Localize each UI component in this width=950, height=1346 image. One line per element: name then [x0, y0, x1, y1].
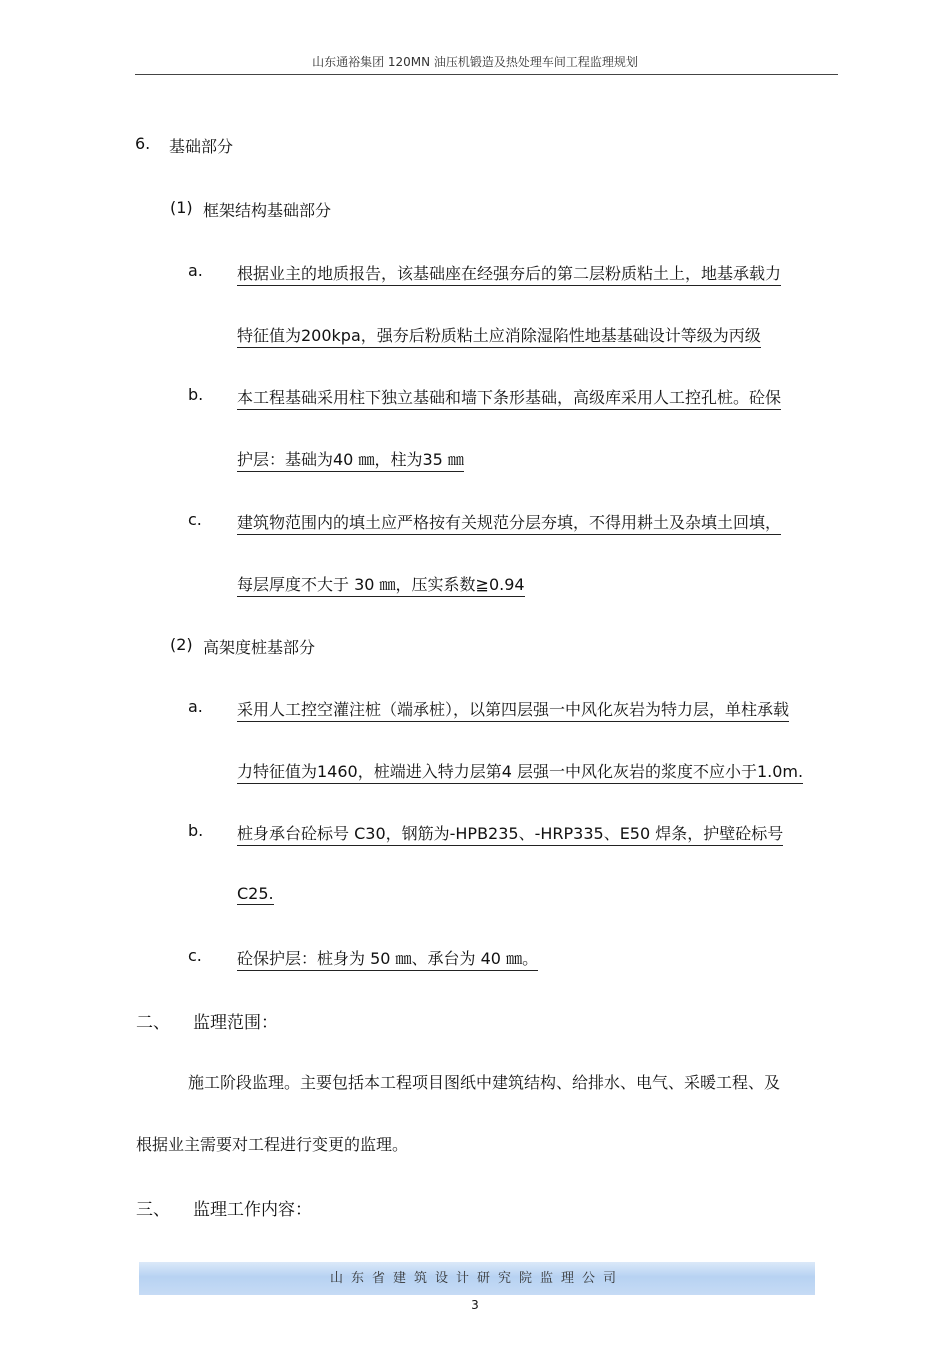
sub2-item-b-line1: 桩身承台砼标号 C30，钢筋为-HPB235、-HRP335、E50 焊条，护壁砼标号 — [237, 821, 783, 846]
sub1-item-c-marker: c. — [188, 510, 202, 529]
sub2-title: 高架度桩基部分 — [203, 638, 316, 657]
sub1-item-a-line1: 根据业主的地质报告，该基础座在经强夯后的第二层粉质粘土上，地基承载力 — [237, 261, 781, 286]
sub2-item-c-line1: 砼保护层：桩身为 50 ㎜、承台为 40 ㎜。 — [237, 946, 538, 971]
section-2-paragraph-line1: 施工阶段监理。主要包括本工程项目图纸中建筑结构、给排水、电气、采暖工程、及 — [188, 1073, 781, 1092]
section-6-title: 基础部分 — [169, 137, 234, 156]
sub2-item-a-line2: 力特征值为1460，桩端进入特力层第4 层强一中风化灰岩的浆度不应小于1.0m. — [237, 759, 803, 784]
sub1-item-c-line1: 建筑物范围内的填土应严格按有关规范分层夯填，不得用耕土及杂填土回填， — [237, 510, 781, 535]
sub1-item-a-line2: 特征值为200kpa，强夯后粉质粘土应消除湿陷性地基基础设计等级为丙级 — [237, 323, 761, 348]
section-2-paragraph-line2: 根据业主需要对工程进行变更的监理。 — [136, 1135, 409, 1154]
sub1-item-b-line2: 护层：基础为40 ㎜，柱为35 ㎜ — [237, 447, 464, 472]
sub1-title: 框架结构基础部分 — [203, 201, 332, 220]
sub1-item-b-line1: 本工程基础采用柱下独立基础和墙下条形基础，高级库采用人工控孔桩。砼保 — [237, 385, 781, 410]
section-3-title: 监理工作内容： — [193, 1200, 312, 1220]
section-2-number: 二、 — [136, 1013, 170, 1033]
sub1-item-b-marker: b. — [188, 385, 204, 404]
sub2-item-a-line1: 采用人工控空灌注桩（端承桩），以第四层强一中风化灰岩为特力层，单柱承载 — [237, 697, 789, 722]
page-header-title: 山东通裕集团 120MN 油压机锻造及热处理车间工程监理规划 — [312, 55, 638, 69]
header-divider — [135, 74, 838, 75]
sub1-item-c-line2: 每层厚度不大于 30 ㎜，压实系数≧0.94 — [237, 572, 525, 597]
sub2-item-a-marker: a. — [188, 697, 203, 716]
sub1-item-a-marker: a. — [188, 261, 203, 280]
sub2-item-b-marker: b. — [188, 821, 204, 840]
footer-company-name: 山东省建筑设计研究院监理公司 — [329, 1271, 624, 1286]
sub2-item-c-marker: c. — [188, 946, 202, 965]
sub1-label: (1) — [170, 198, 193, 217]
sub2-label: (2) — [170, 635, 193, 654]
section-2-title: 监理范围： — [193, 1013, 278, 1033]
page-number: 3 — [471, 1298, 479, 1312]
sub2-item-b-line2: C25. — [237, 884, 274, 903]
section-3-number: 三、 — [136, 1200, 170, 1220]
section-6-number: 6. — [135, 134, 151, 153]
